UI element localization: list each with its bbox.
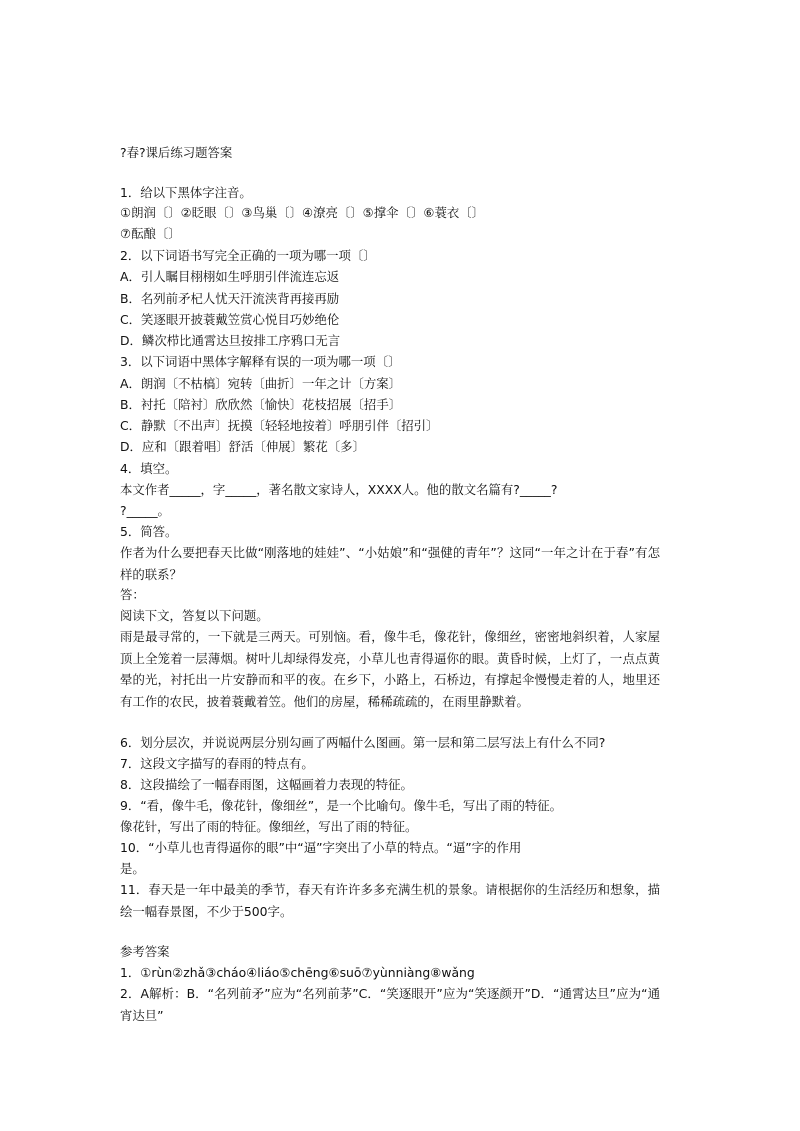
question-4-heading: 4．填空。 bbox=[120, 461, 178, 476]
question-5-heading: 5．简答。 bbox=[120, 524, 178, 539]
question-6: 6．划分层次，并说说两层分别勾画了两幅什么图画。第一层和第二层写法上有什么不同? bbox=[120, 735, 606, 750]
question-4-fill-line-1: 本文作者_____，字_____，著名散文家诗人，XXXX人。他的散文名篇有?_____? bbox=[120, 482, 558, 497]
question-3-option-c: C．静默〔不出声〕抚摸〔轻轻地按着〕呼朋引伴〔招引〕 bbox=[120, 418, 439, 433]
reading-instruction: 阅读下文，答复以下问题。 bbox=[120, 608, 269, 623]
question-2-option-b: B．名列前矛杞人忧天汗流浃背再接再励 bbox=[120, 291, 340, 306]
question-10-line-1: 10．“小草儿也青得逼你的眼”中“逼”字突出了小草的特点。“逼”字的作用 bbox=[120, 840, 522, 855]
question-9-line-1: 9．“看，像牛毛，像花针，像细丝”，是一个比喻句。像牛毛，写出了雨的特征。 bbox=[120, 798, 563, 813]
question-3-option-a: A．朗润〔不枯槁〕宛转〔曲折〕一年之计〔方案〕 bbox=[120, 376, 402, 391]
question-3-option-b: B．衬托〔陪衬〕欣欣然〔愉快〕花枝招展〔招手〕 bbox=[120, 397, 402, 412]
answers-heading: 参考答案 bbox=[120, 944, 170, 959]
question-10-line-2: 是。 bbox=[120, 861, 145, 876]
question-8: 8．这段描绘了一幅春雨图，这幅画着力表现的特征。 bbox=[120, 777, 413, 792]
question-1-items-cont: ⑦酝酿〔〕 bbox=[120, 226, 181, 241]
reading-passage: 雨是最寻常的，一下就是三两天。可别恼。看，像牛毛，像花针，像细丝，密密地斜织着，人家屋顶上全笼着一层薄烟。树叶儿却绿得发亮，小草儿也青得逼你的眼。黄昏时候，上灯了，一点点黄晕的光，衬托出一片安静而和平的夜。在乡下，小路上，石桥边，有撑起伞慢慢走着的人，地里还有工作的农民，披着蓑戴着笠。他们的房屋，稀稀疏疏的，在雨里静默着。 bbox=[120, 629, 660, 709]
question-7: 7．这段文字描写的春雨的特点有。 bbox=[120, 756, 314, 771]
question-2-option-d: D．鳞次栉比通霄达旦按排工序鸦口无言 bbox=[120, 333, 341, 348]
question-9-line-2: 像花针，写出了雨的特征。像细丝，写出了雨的特征。 bbox=[120, 819, 418, 834]
question-2-option-a: A．引人瞩目栩栩如生呼朋引伴流连忘返 bbox=[120, 269, 340, 284]
question-11: 11．春天是一年中最美的季节，春天有许许多多充满生机的景象。请根据你的生活经历和想象，描绘一幅春景图，不少于500字。 bbox=[120, 882, 660, 919]
document-title: ?春?课后练习题答案 bbox=[120, 145, 233, 160]
question-1-items: ①朗润〔〕②眨眼〔〕③鸟巢〔〕④潦亮〔〕⑤撑伞〔〕⑥蓑衣〔〕 bbox=[120, 205, 485, 220]
question-4-fill-line-2: ?_____。 bbox=[120, 503, 170, 518]
question-3-option-d: D．应和〔跟着唱〕舒活〔伸展〕繁花〔多〕 bbox=[120, 439, 365, 454]
answer-1: 1．①rùn②zhǎ③cháo④liáo⑤chēng⑥suō⑦yùnniàng⑧wǎng bbox=[120, 965, 475, 980]
question-2-option-c: C．笑逐眼开披蓑戴笠赏心悦目巧妙绝伦 bbox=[120, 312, 340, 327]
answer-2: 2．A解析：B．“名列前矛”应为“名列前茅”C．“笑逐眼开”应为“笑逐颜开”D．“通霄达旦”应为“通宵达旦” bbox=[120, 986, 660, 1023]
question-3-heading: 3．以下词语中黑体字解释有误的一项为哪一项〔〕 bbox=[120, 354, 401, 369]
question-1-heading: 1．给以下黑体字注音。 bbox=[120, 185, 252, 200]
question-2-heading: 2．以下词语书写完全正确的一项为哪一项〔〕 bbox=[120, 248, 376, 263]
question-5-text: 作者为什么要把春天比做“刚落地的娃娃”、“小姑娘”和“强健的青年”？这同“一年之计在于春”有怎样的联系？ bbox=[120, 545, 660, 582]
answer-label: 答： bbox=[120, 587, 145, 602]
